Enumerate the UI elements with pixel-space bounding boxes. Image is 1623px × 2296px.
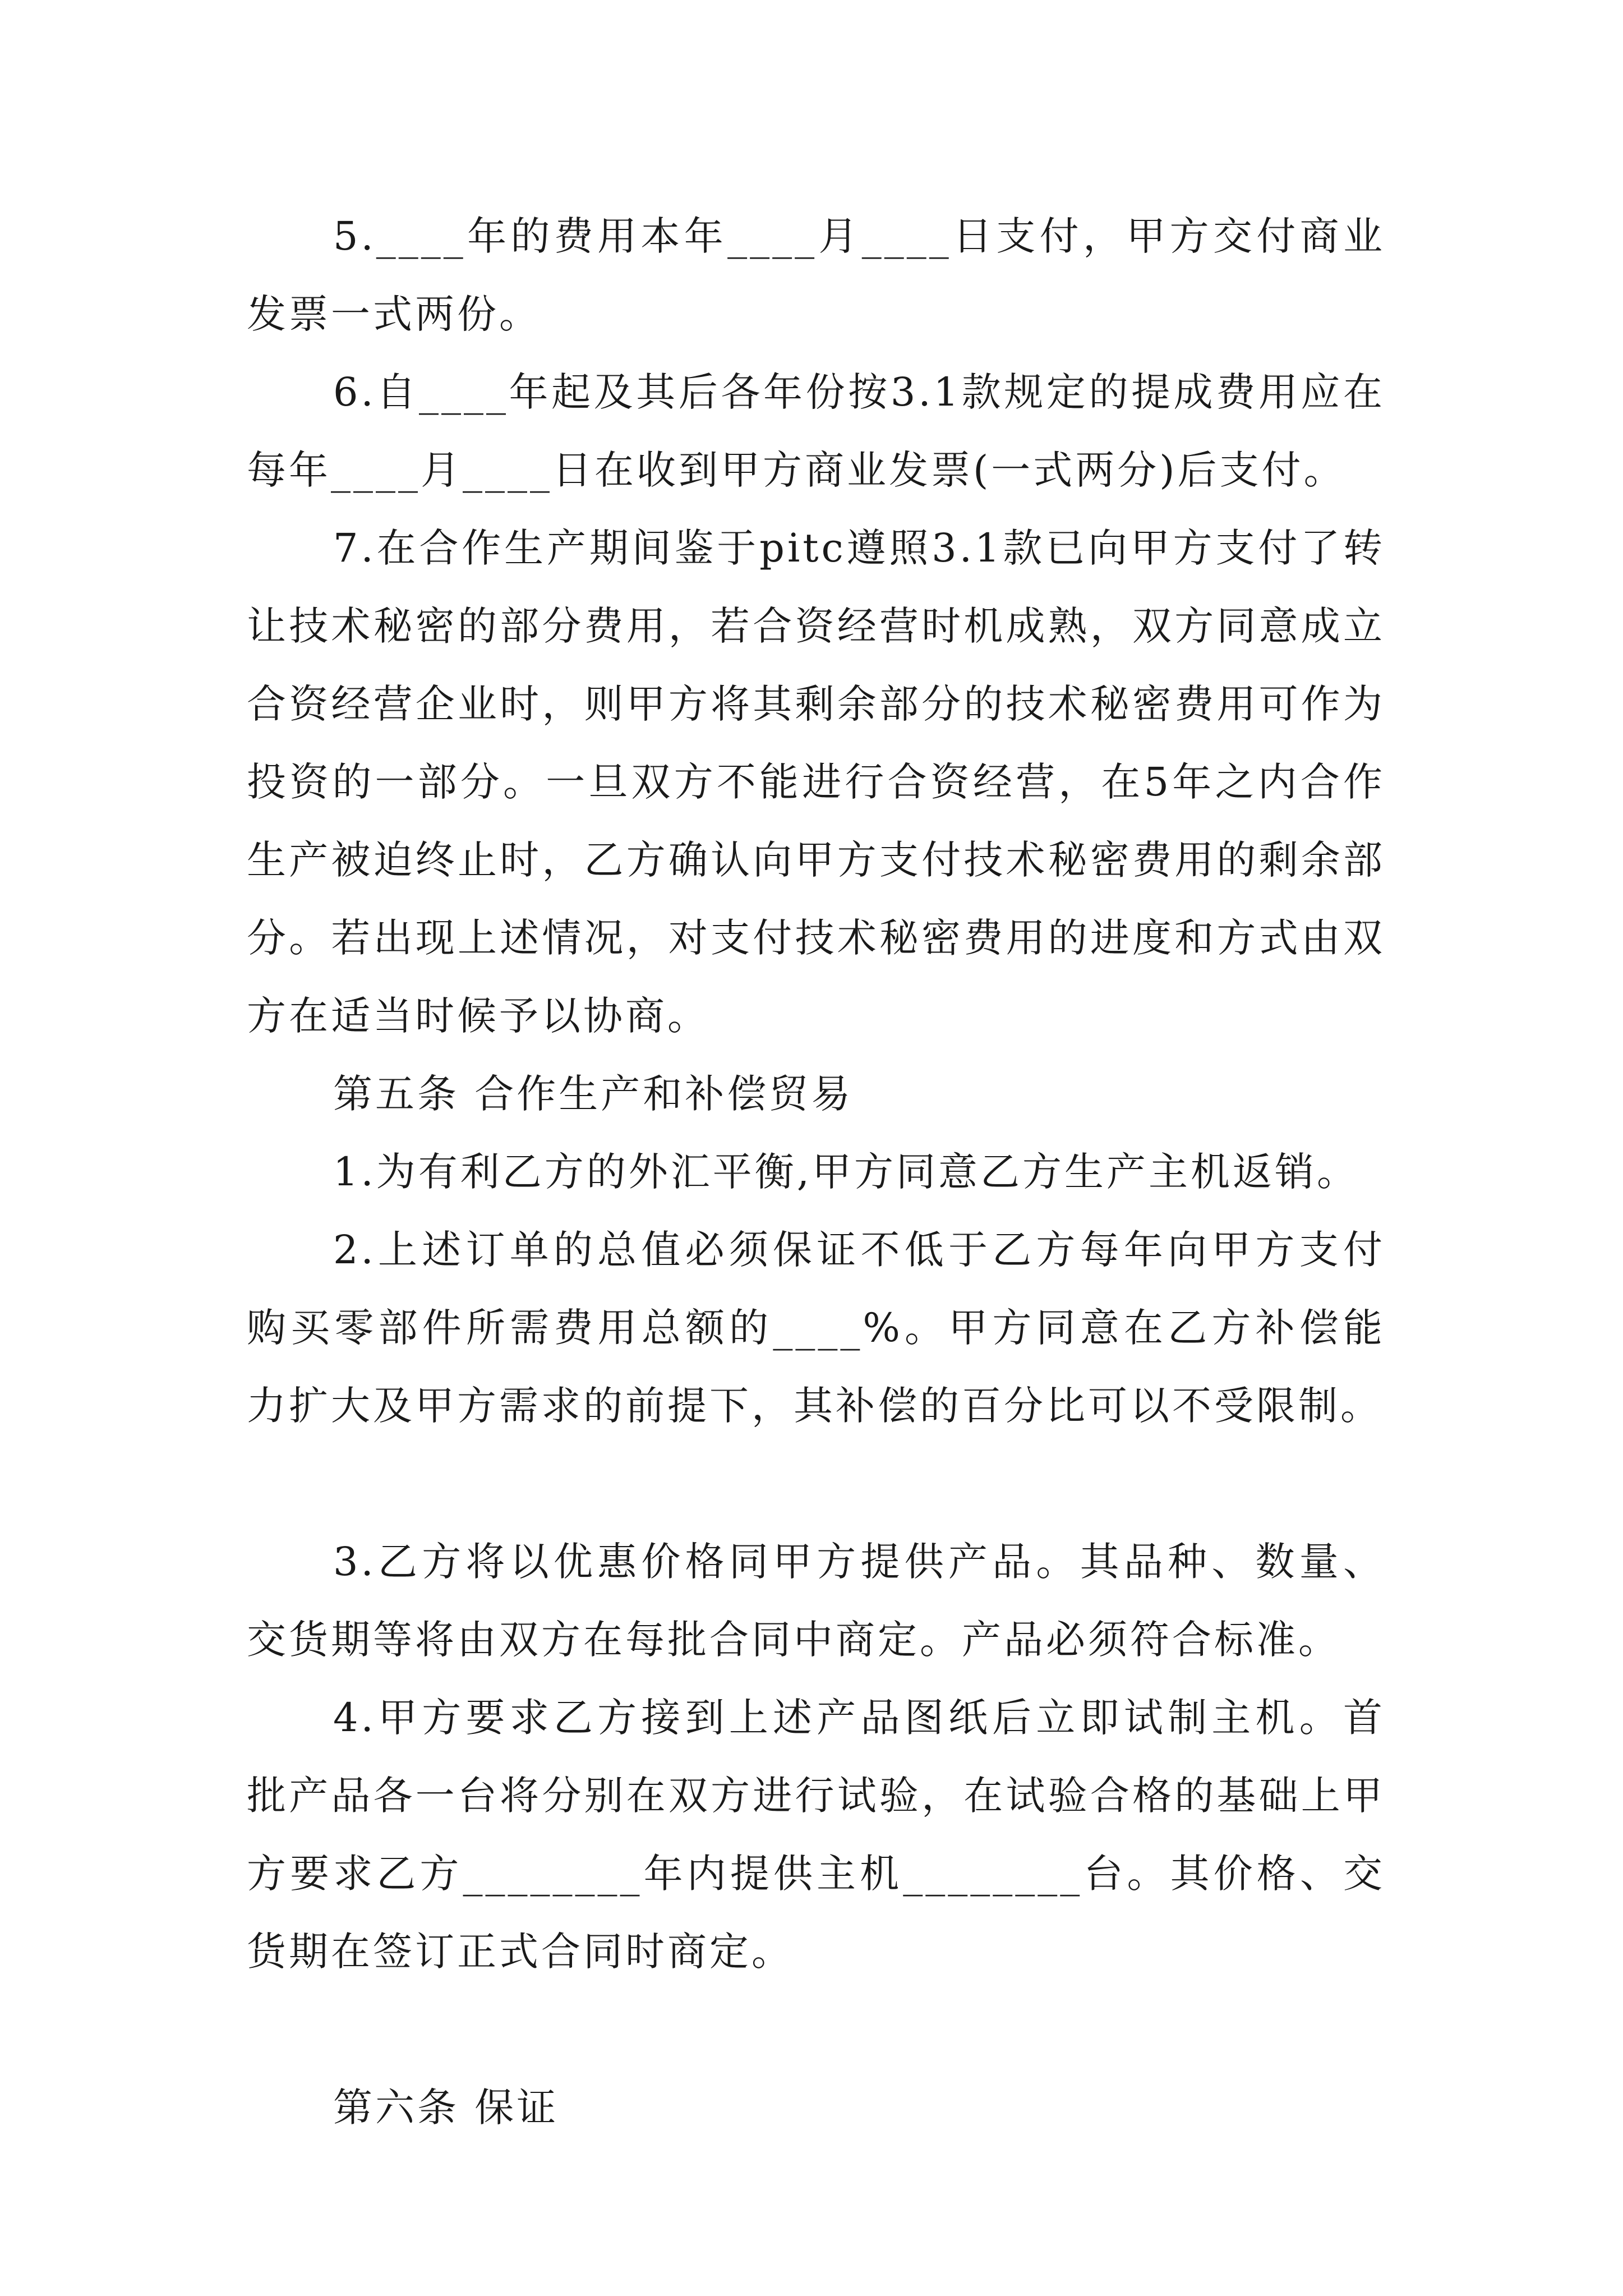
article-5-heading: 第五条 合作生产和补偿贸易 [333,1071,854,1117]
paragraph-5: 5.____年的费用本年____月____日支付，甲方交付商业发票一式两份。 [247,213,1385,337]
article-6-heading: 第六条 保证 [333,2085,559,2131]
article-5-clause-4: 4.甲方要求乙方接到上述产品图纸后立即试制主机。首批产品各一台将分别在双方进行试验，在试验合格的基础上甲方要求乙方________年内提供主机________台。其价格、交货期在签订正式合同时商定。 [247,1695,1385,1975]
paragraph-6: 6.自____年起及其后各年份按3.1款规定的提成费用应在每年____月____日在收到甲方商业发票(一式两分)后支付。 [247,369,1385,493]
article-5-clause-1: 1.为有利乙方的外汇平衡,甲方同意乙方生产主机返销。 [333,1149,1359,1195]
paragraph-spacer [247,1445,1385,1523]
document-body [247,197,1385,2147]
paragraph-spacer [247,1991,1385,2069]
article-5-clause-3: 3.乙方将以优惠价格同甲方提供产品。其品种、数量、交货期等将由双方在每批合同中商定。产品必须符合标准。 [247,1539,1385,1663]
paragraph-7: 7.在合作生产期间鉴于pitc遵照3.1款已向甲方支付了转让技术秘密的部分费用，若合资经营时机成熟，双方同意成立合资经营企业时，则甲方将其剩余部分的技术秘密费用可作为投资的一部分。一旦双方不能进行合资经营，在5年之内合作生产被迫终止时，乙方确认向甲方支付技术秘密费用的剩余部分。若出现上述情况，对支付技术秘密费用的进度和方式由双方在适当时候予以协商。 [247,525,1385,1039]
article-5-clause-2: 2.上述订单的总值必须保证不低于乙方每年向甲方支付购买零部件所需费用总额的____%。甲方同意在乙方补偿能力扩大及甲方需求的前提下，其补偿的百分比可以不受限制。 [247,1227,1385,1429]
